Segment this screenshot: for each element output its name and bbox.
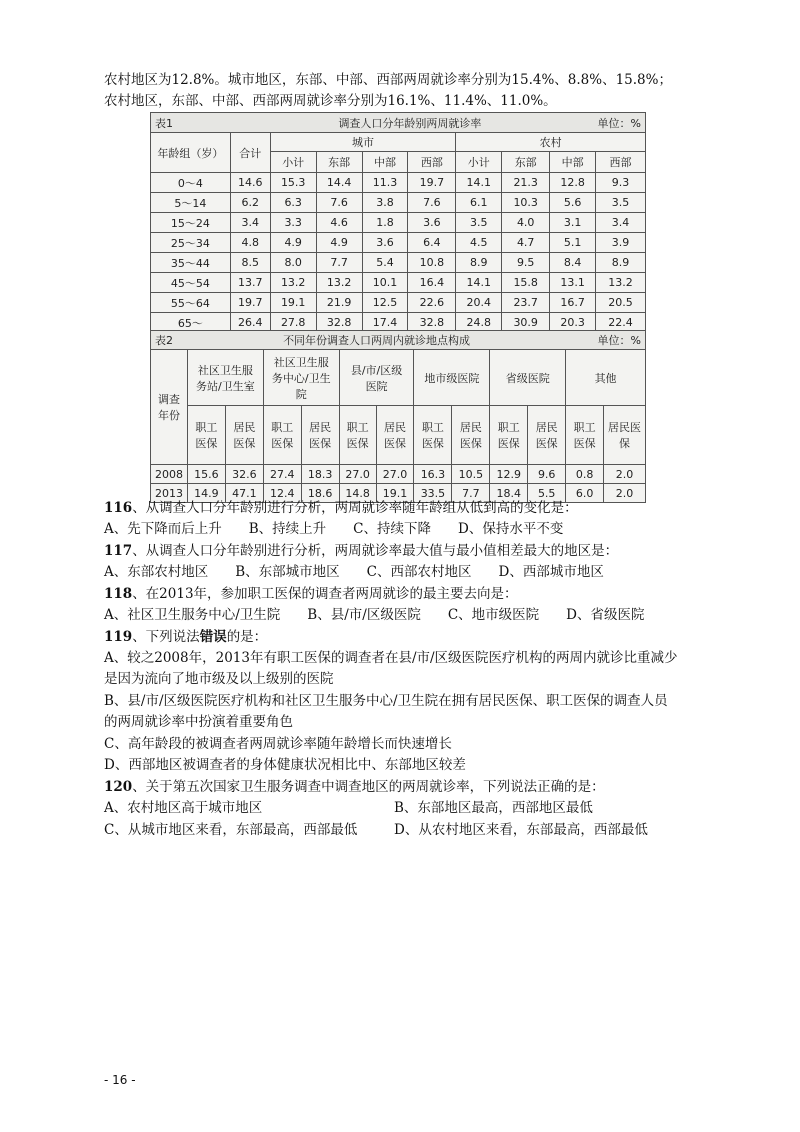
table-cell: 14.9: [187, 484, 225, 503]
table-cell: 12.8: [550, 173, 596, 193]
table-cell: 16.3: [414, 465, 452, 484]
table-2-subheader: 职工医保: [490, 406, 528, 465]
table-1-subheader: 中部: [550, 152, 596, 173]
table-2-subheader: 职工医保: [339, 406, 376, 465]
table-cell: 6.0: [566, 484, 604, 503]
table-2-subheader: 居民医保: [452, 406, 490, 465]
table-2-group-header: 县/市/区级医院: [339, 350, 414, 406]
table-cell: 21.9: [316, 293, 362, 313]
table-cell: 3.1: [550, 213, 596, 233]
table-cell: 4.8: [230, 233, 270, 253]
table-cell: 13.7: [230, 273, 270, 293]
table-2-subheader-row: [151, 406, 646, 465]
table-2-subheader: 居民医保: [604, 406, 646, 465]
table-cell: 11.3: [362, 173, 408, 193]
table-cell: 12.9: [490, 465, 528, 484]
table-cell: 14.8: [339, 484, 376, 503]
question-number: 117: [104, 543, 133, 559]
table-cell: 4.6: [316, 213, 362, 233]
table-2: [150, 330, 646, 503]
table-cell: 20.3: [550, 313, 596, 333]
table-cell: 7.7: [316, 253, 362, 273]
question-118-options: A、社区卫生服务中心/卫生院 B、县/市/区级医院 C、地市级医院 D、省级医院: [104, 607, 645, 623]
table-cell: 9.6: [528, 465, 566, 484]
table-2-group-header: 社区卫生服务站/卫生室: [187, 350, 263, 406]
table-cell: 3.9: [596, 233, 646, 253]
table-cell: 15.8: [502, 273, 550, 293]
table-cell: 24.8: [456, 313, 502, 333]
table-2-header-year: 调查年份: [151, 350, 188, 465]
table-cell: 2.0: [604, 484, 646, 503]
question-text: 、关于第五次国家卫生服务调查中调查地区的两周就诊率，下列说法正确的是：: [132, 779, 605, 795]
table-cell: 4.9: [270, 233, 316, 253]
table-cell: 15.6: [187, 465, 225, 484]
table-cell: 3.6: [408, 213, 456, 233]
table-cell: 14.4: [316, 173, 362, 193]
age-group-cell: 65～: [151, 313, 231, 333]
table-cell: 32.6: [225, 465, 263, 484]
table-cell: 7.6: [316, 193, 362, 213]
table-cell: 13.2: [270, 273, 316, 293]
table-cell: 3.3: [270, 213, 316, 233]
age-group-cell: 55～64: [151, 293, 231, 313]
table-cell: 16.4: [408, 273, 456, 293]
table-1-header-rural: 农村: [456, 133, 646, 152]
table-2-group-header: 省级医院: [490, 350, 566, 406]
table-2-subheader: 职工医保: [263, 406, 301, 465]
table-cell: 9.3: [596, 173, 646, 193]
table-cell: 10.3: [502, 193, 550, 213]
age-group-cell: 0～4: [151, 173, 231, 193]
table-cell: 18.4: [490, 484, 528, 503]
table-cell: 20.4: [456, 293, 502, 313]
intro-line-2: 农村地区，东部、中部、西部两周就诊率分别为16.1%、11.4%、11.0%。: [104, 93, 557, 109]
table-cell: 6.2: [230, 193, 270, 213]
table-cell: 4.7: [502, 233, 550, 253]
table-1-unit: 单位：%: [550, 113, 646, 133]
table-cell: 5.4: [362, 253, 408, 273]
table-cell: 8.4: [550, 253, 596, 273]
table-cell: 4.0: [502, 213, 550, 233]
table-cell: 27.0: [376, 465, 414, 484]
table-cell: 3.6: [362, 233, 408, 253]
table-cell: 13.2: [596, 273, 646, 293]
table-row: [151, 253, 646, 273]
table-cell: 19.7: [230, 293, 270, 313]
table-cell: 9.5: [502, 253, 550, 273]
table-cell: 8.5: [230, 253, 270, 273]
table-cell: 8.0: [270, 253, 316, 273]
year-cell: 2013: [151, 484, 188, 503]
table-cell: 3.8: [362, 193, 408, 213]
table-1-title: 调查人口分年龄别两周就诊率: [270, 113, 549, 133]
question-119-option-c: C、高年龄段的被调查者两周就诊率随年龄增长而快速增长: [104, 736, 452, 752]
question-119-option-a-line-1: A、较之2008年，2013年有职工医保的调查者在县/市/区级医院医疗机构的两周内就诊比重减少: [104, 650, 678, 666]
table-cell: 23.7: [502, 293, 550, 313]
table-cell: 7.7: [452, 484, 490, 503]
question-118: [104, 584, 518, 604]
table-1-subheader: 西部: [408, 152, 456, 173]
question-119: [104, 627, 267, 647]
table-1-subheader: 西部: [596, 152, 646, 173]
table-cell: 5.6: [550, 193, 596, 213]
table-cell: 26.4: [230, 313, 270, 333]
table-cell: 6.3: [270, 193, 316, 213]
age-group-cell: 25～34: [151, 233, 231, 253]
table-cell: 14.1: [456, 273, 502, 293]
table-cell: 6.4: [408, 233, 456, 253]
question-119-option-b-line-2: 的两周就诊率中扮演着重要角色: [104, 714, 293, 730]
table-1-subheader: 小计: [270, 152, 316, 173]
table-cell: 27.8: [270, 313, 316, 333]
intro-line-1: 农村地区为12.8%。城市地区，东部、中部、西部两周就诊率分别为15.4%、8.8%、15.8%；: [104, 72, 672, 88]
table-1-label: 表1: [151, 113, 271, 133]
age-group-cell: 15～24: [151, 213, 231, 233]
table-cell: 12.5: [362, 293, 408, 313]
table-2-subheader: 居民医保: [376, 406, 414, 465]
question-119-option-b-line-1: B、县/市/区级医院医疗机构和社区卫生服务中心/卫生院在拥有居民医保、职工医保的调查人员: [104, 693, 668, 709]
table-cell: 22.4: [596, 313, 646, 333]
table-cell: 10.8: [408, 253, 456, 273]
table-cell: 20.5: [596, 293, 646, 313]
table-cell: 2.0: [604, 465, 646, 484]
table-cell: 18.6: [301, 484, 339, 503]
table-2-subheader: 职工医保: [414, 406, 452, 465]
question-emphasis: 错误: [199, 629, 227, 645]
table-cell: 13.2: [316, 273, 362, 293]
table-cell: 6.1: [456, 193, 502, 213]
question-119-option-a-line-2: 是因为流向了地市级及以上级别的医院: [104, 671, 334, 687]
question-text: 、从调查人口分年龄别进行分析，两周就诊率随年龄组从低到高的变化是：: [132, 500, 578, 516]
table-cell: 19.7: [408, 173, 456, 193]
table-row: [151, 293, 646, 313]
question-116-options: A、先下降而后上升 B、持续上升 C、持续下降 D、保持水平不变: [104, 521, 564, 537]
question-117-options: A、东部农村地区 B、东部城市地区 C、西部农村地区 D、西部城市地区: [104, 564, 604, 580]
question-116: [104, 498, 578, 518]
table-cell: 10.5: [452, 465, 490, 484]
question-text: 、从调查人口分年龄别进行分析，两周就诊率最大值与最小值相差最大的地区是：: [132, 543, 619, 559]
table-cell: 5.1: [550, 233, 596, 253]
table-cell: 27.0: [339, 465, 376, 484]
table-2-unit: 单位：%: [528, 331, 646, 350]
table-2-group-header: 社区卫生服务中心/卫生院: [263, 350, 339, 406]
table-row: [151, 193, 646, 213]
table-2-subheader: 职工医保: [187, 406, 225, 465]
table-row: [151, 273, 646, 293]
table-cell: 3.5: [596, 193, 646, 213]
table-2-subheader: 居民医保: [528, 406, 566, 465]
table-2-label: 表2: [151, 331, 226, 350]
question-120-option-a: A、农村地区高于城市地区: [104, 800, 263, 816]
table-cell: 22.6: [408, 293, 456, 313]
table-1-subheader: 小计: [456, 152, 502, 173]
table-cell: 3.4: [596, 213, 646, 233]
table-row: [151, 173, 646, 193]
table-1-subheader: 东部: [316, 152, 362, 173]
table-cell: 12.4: [263, 484, 301, 503]
table-cell: 4.5: [456, 233, 502, 253]
table-cell: 32.8: [408, 313, 456, 333]
table-cell: 7.6: [408, 193, 456, 213]
table-cell: 10.1: [362, 273, 408, 293]
table-cell: 21.3: [502, 173, 550, 193]
table-cell: 30.9: [502, 313, 550, 333]
question-text: 、下列说法: [132, 629, 200, 645]
table-1-subheader: 中部: [362, 152, 408, 173]
table-cell: 8.9: [596, 253, 646, 273]
question-number: 116: [104, 500, 133, 516]
table-row: [151, 213, 646, 233]
table-cell: 47.1: [225, 484, 263, 503]
year-cell: 2008: [151, 465, 188, 484]
table-cell: 19.1: [270, 293, 316, 313]
table-cell: 18.3: [301, 465, 339, 484]
table-1-subheader: 东部: [502, 152, 550, 173]
table-2-title: 不同年份调查人口两周内就诊地点构成: [225, 331, 527, 350]
question-text: 、在2013年，参加职工医保的调查者两周就诊的最主要去向是：: [132, 586, 518, 602]
question-117: [104, 541, 618, 561]
question-text: 的是：: [226, 629, 268, 645]
table-cell: 8.9: [456, 253, 502, 273]
question-120-option-b: B、东部地区最高，西部地区最低: [394, 800, 593, 816]
table-cell: 17.4: [362, 313, 408, 333]
table-2-subheader: 职工医保: [566, 406, 604, 465]
table-cell: 3.4: [230, 213, 270, 233]
question-120-option-d: D、从农村地区来看，东部最高，西部最低: [394, 822, 648, 838]
table-1-header-total: 合计: [230, 133, 270, 173]
table-cell: 3.5: [456, 213, 502, 233]
table-2-subheader: 居民医保: [301, 406, 339, 465]
table-cell: 13.1: [550, 273, 596, 293]
table-cell: 5.5: [528, 484, 566, 503]
question-120: [104, 777, 605, 797]
table-row: [151, 465, 646, 484]
table-cell: 1.8: [362, 213, 408, 233]
table-cell: 32.8: [316, 313, 362, 333]
question-number: 120: [104, 779, 133, 795]
table-cell: 14.1: [456, 173, 502, 193]
age-group-cell: 5～14: [151, 193, 231, 213]
table-cell: 15.3: [270, 173, 316, 193]
table-cell: 19.1: [376, 484, 414, 503]
table-1-header-city: 城市: [270, 133, 456, 152]
age-group-cell: 45～54: [151, 273, 231, 293]
question-119-option-d: D、西部地区被调查者的身体健康状况相比中、东部地区较差: [104, 757, 466, 773]
table-cell: 16.7: [550, 293, 596, 313]
table-2-subheader: 居民医保: [225, 406, 263, 465]
table-1-header-age: 年龄组（岁）: [151, 133, 231, 173]
age-group-cell: 35～44: [151, 253, 231, 273]
table-cell: 4.9: [316, 233, 362, 253]
page-number: - 16 -: [104, 1073, 136, 1087]
table-2-group-header: 地市级医院: [414, 350, 490, 406]
question-number: 118: [104, 586, 133, 602]
table-cell: 33.5: [414, 484, 452, 503]
table-cell: 14.6: [230, 173, 270, 193]
table-row: [151, 233, 646, 253]
table-cell: 0.8: [566, 465, 604, 484]
question-number: 119: [104, 629, 133, 645]
question-120-option-c: C、从城市地区来看，东部最高，西部最低: [104, 822, 358, 838]
table-1: [150, 112, 646, 333]
table-cell: 27.4: [263, 465, 301, 484]
table-2-group-header: 其他: [566, 350, 646, 406]
